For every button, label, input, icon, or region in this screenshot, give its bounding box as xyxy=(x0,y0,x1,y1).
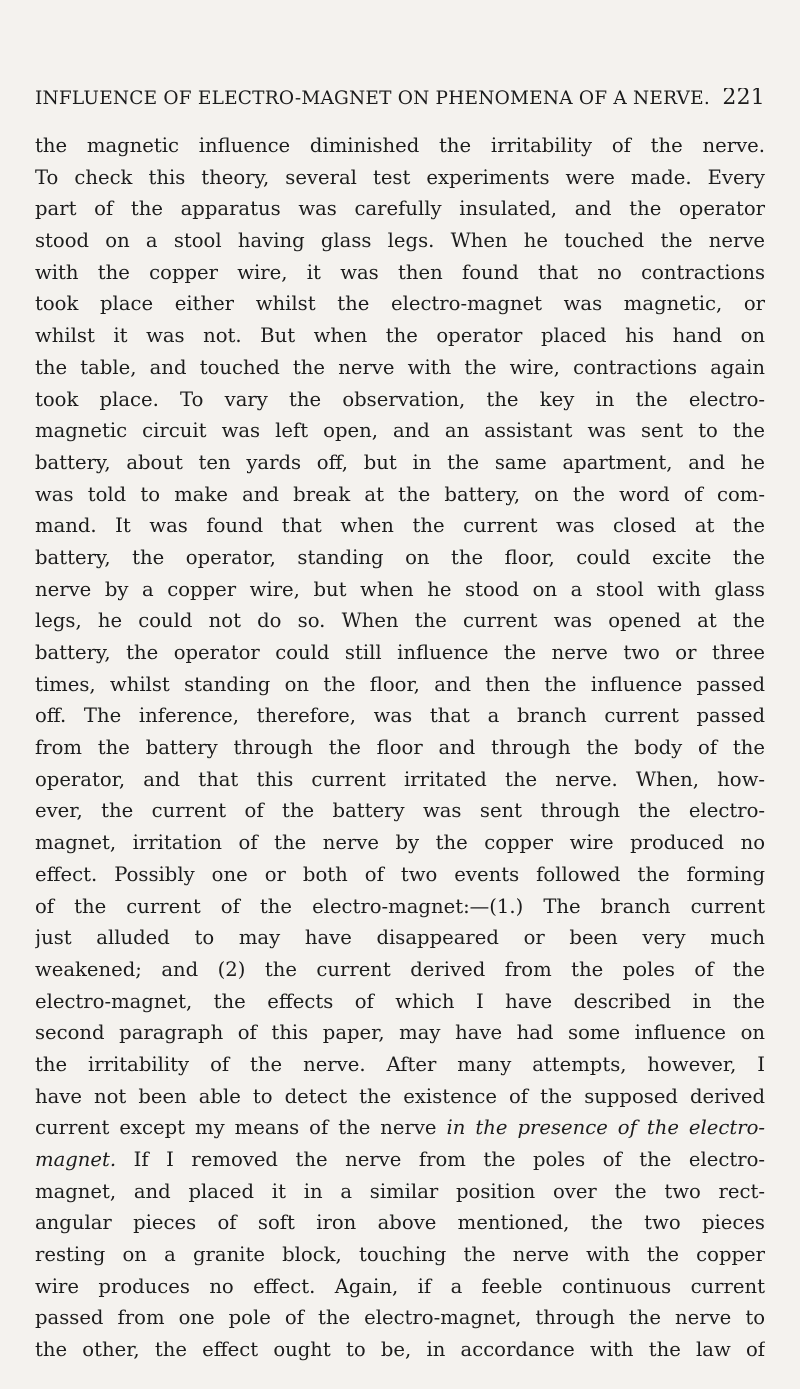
body-text xyxy=(35,130,765,1366)
text-line: wire produces no effect. Again, if a feeble continuous current xyxy=(35,1274,765,1298)
running-head xyxy=(35,88,765,118)
text-line: have not been able to detect the existence of the supposed derived xyxy=(35,1084,765,1108)
text-line: part of the apparatus was carefully insulated, and the operator xyxy=(35,197,765,221)
text-line: mand. It was found that when the current was closed at the xyxy=(35,514,765,538)
text-line: angular pieces of soft iron above mentioned, the two pieces xyxy=(35,1211,765,1235)
text-line: magnet. If I removed the nerve from the poles of the electro- xyxy=(35,1148,765,1171)
text-line: battery, the operator could still influence the nerve two or three xyxy=(35,641,765,664)
text-line: off. The inference, therefore, was that a branch current passed xyxy=(35,704,765,728)
text-line: battery, about ten yards off, but in the same apartment, and he xyxy=(35,450,765,474)
text-line: the other, the effect ought to be, in accordance with the law of xyxy=(35,1338,765,1362)
text-line: the irritability of the nerve. After many attempts, however, I xyxy=(35,1052,765,1076)
text-line: passed from one pole of the electro-magnet, through the nerve to xyxy=(35,1306,765,1330)
text-line: of the current of the electro-magnet:—(1.) The branch current xyxy=(35,894,765,918)
page-number: 221 xyxy=(722,88,765,110)
text-line: whilst it was not. But when the operator placed his hand on xyxy=(35,324,765,348)
italic-phrase: in the presence of the electro- xyxy=(446,1116,765,1140)
text-line: took place. To vary the observation, the key in the electro- xyxy=(35,387,765,411)
text-line: just alluded to may have disappeared or been very much xyxy=(35,926,765,950)
text-line: magnet, and placed it in a similar position over the two rect- xyxy=(35,1179,765,1203)
text-line: resting on a granite block, touching the nerve with the copper xyxy=(35,1243,765,1267)
text-line: stood on a stool having glass legs. When he touched the nerve xyxy=(35,229,765,253)
text-line: To check this theory, several test experiments were made. Every xyxy=(35,165,765,189)
text-line: operator, and that this current irritated the nerve. When, how- xyxy=(35,767,765,791)
text-line: effect. Possibly one or both of two events followed the forming xyxy=(35,862,765,886)
italic-phrase: magnet. xyxy=(35,1148,117,1171)
running-title: INFLUENCE OF ELECTRO-MAGNET ON PHENOMENA OF A NERVE. xyxy=(35,88,710,109)
text-line: from the battery through the floor and through the body of the xyxy=(35,736,765,760)
text-line: took place either whilst the electro-magnet was magnetic, or xyxy=(35,292,765,316)
text-line: nerve by a copper wire, but when he stood on a stool with glass xyxy=(35,577,765,601)
text-line: magnet, irritation of the nerve by the copper wire produced no xyxy=(35,831,765,855)
text-line: was told to make and break at the battery, on the word of com- xyxy=(35,482,765,506)
text-line: the table, and touched the nerve with the wire, contractions again xyxy=(35,355,765,379)
text-line: ever, the current of the battery was sent through the electro- xyxy=(35,799,765,823)
text-line: the magnetic influence diminished the irritability of the nerve. xyxy=(35,134,765,157)
text-line: battery, the operator, standing on the floor, could excite the xyxy=(35,545,765,569)
text-line: weakened; and (2) the current derived from the poles of the xyxy=(35,957,765,981)
text-line: magnetic circuit was left open, and an assistant was sent to the xyxy=(35,419,765,443)
text-line: electro-magnet, the effects of which I have described in the xyxy=(35,989,765,1013)
text-line: legs, he could not do so. When the current was opened at the xyxy=(35,609,765,633)
text-line: second paragraph of this paper, may have had some influence on xyxy=(35,1021,765,1045)
text-line: times, whilst standing on the floor, and then the influence passed xyxy=(35,672,765,696)
text-line: with the copper wire, it was then found that no contractions xyxy=(35,260,765,284)
text-line: current except my means of the nerve in the presence of the electro- xyxy=(35,1116,765,1140)
